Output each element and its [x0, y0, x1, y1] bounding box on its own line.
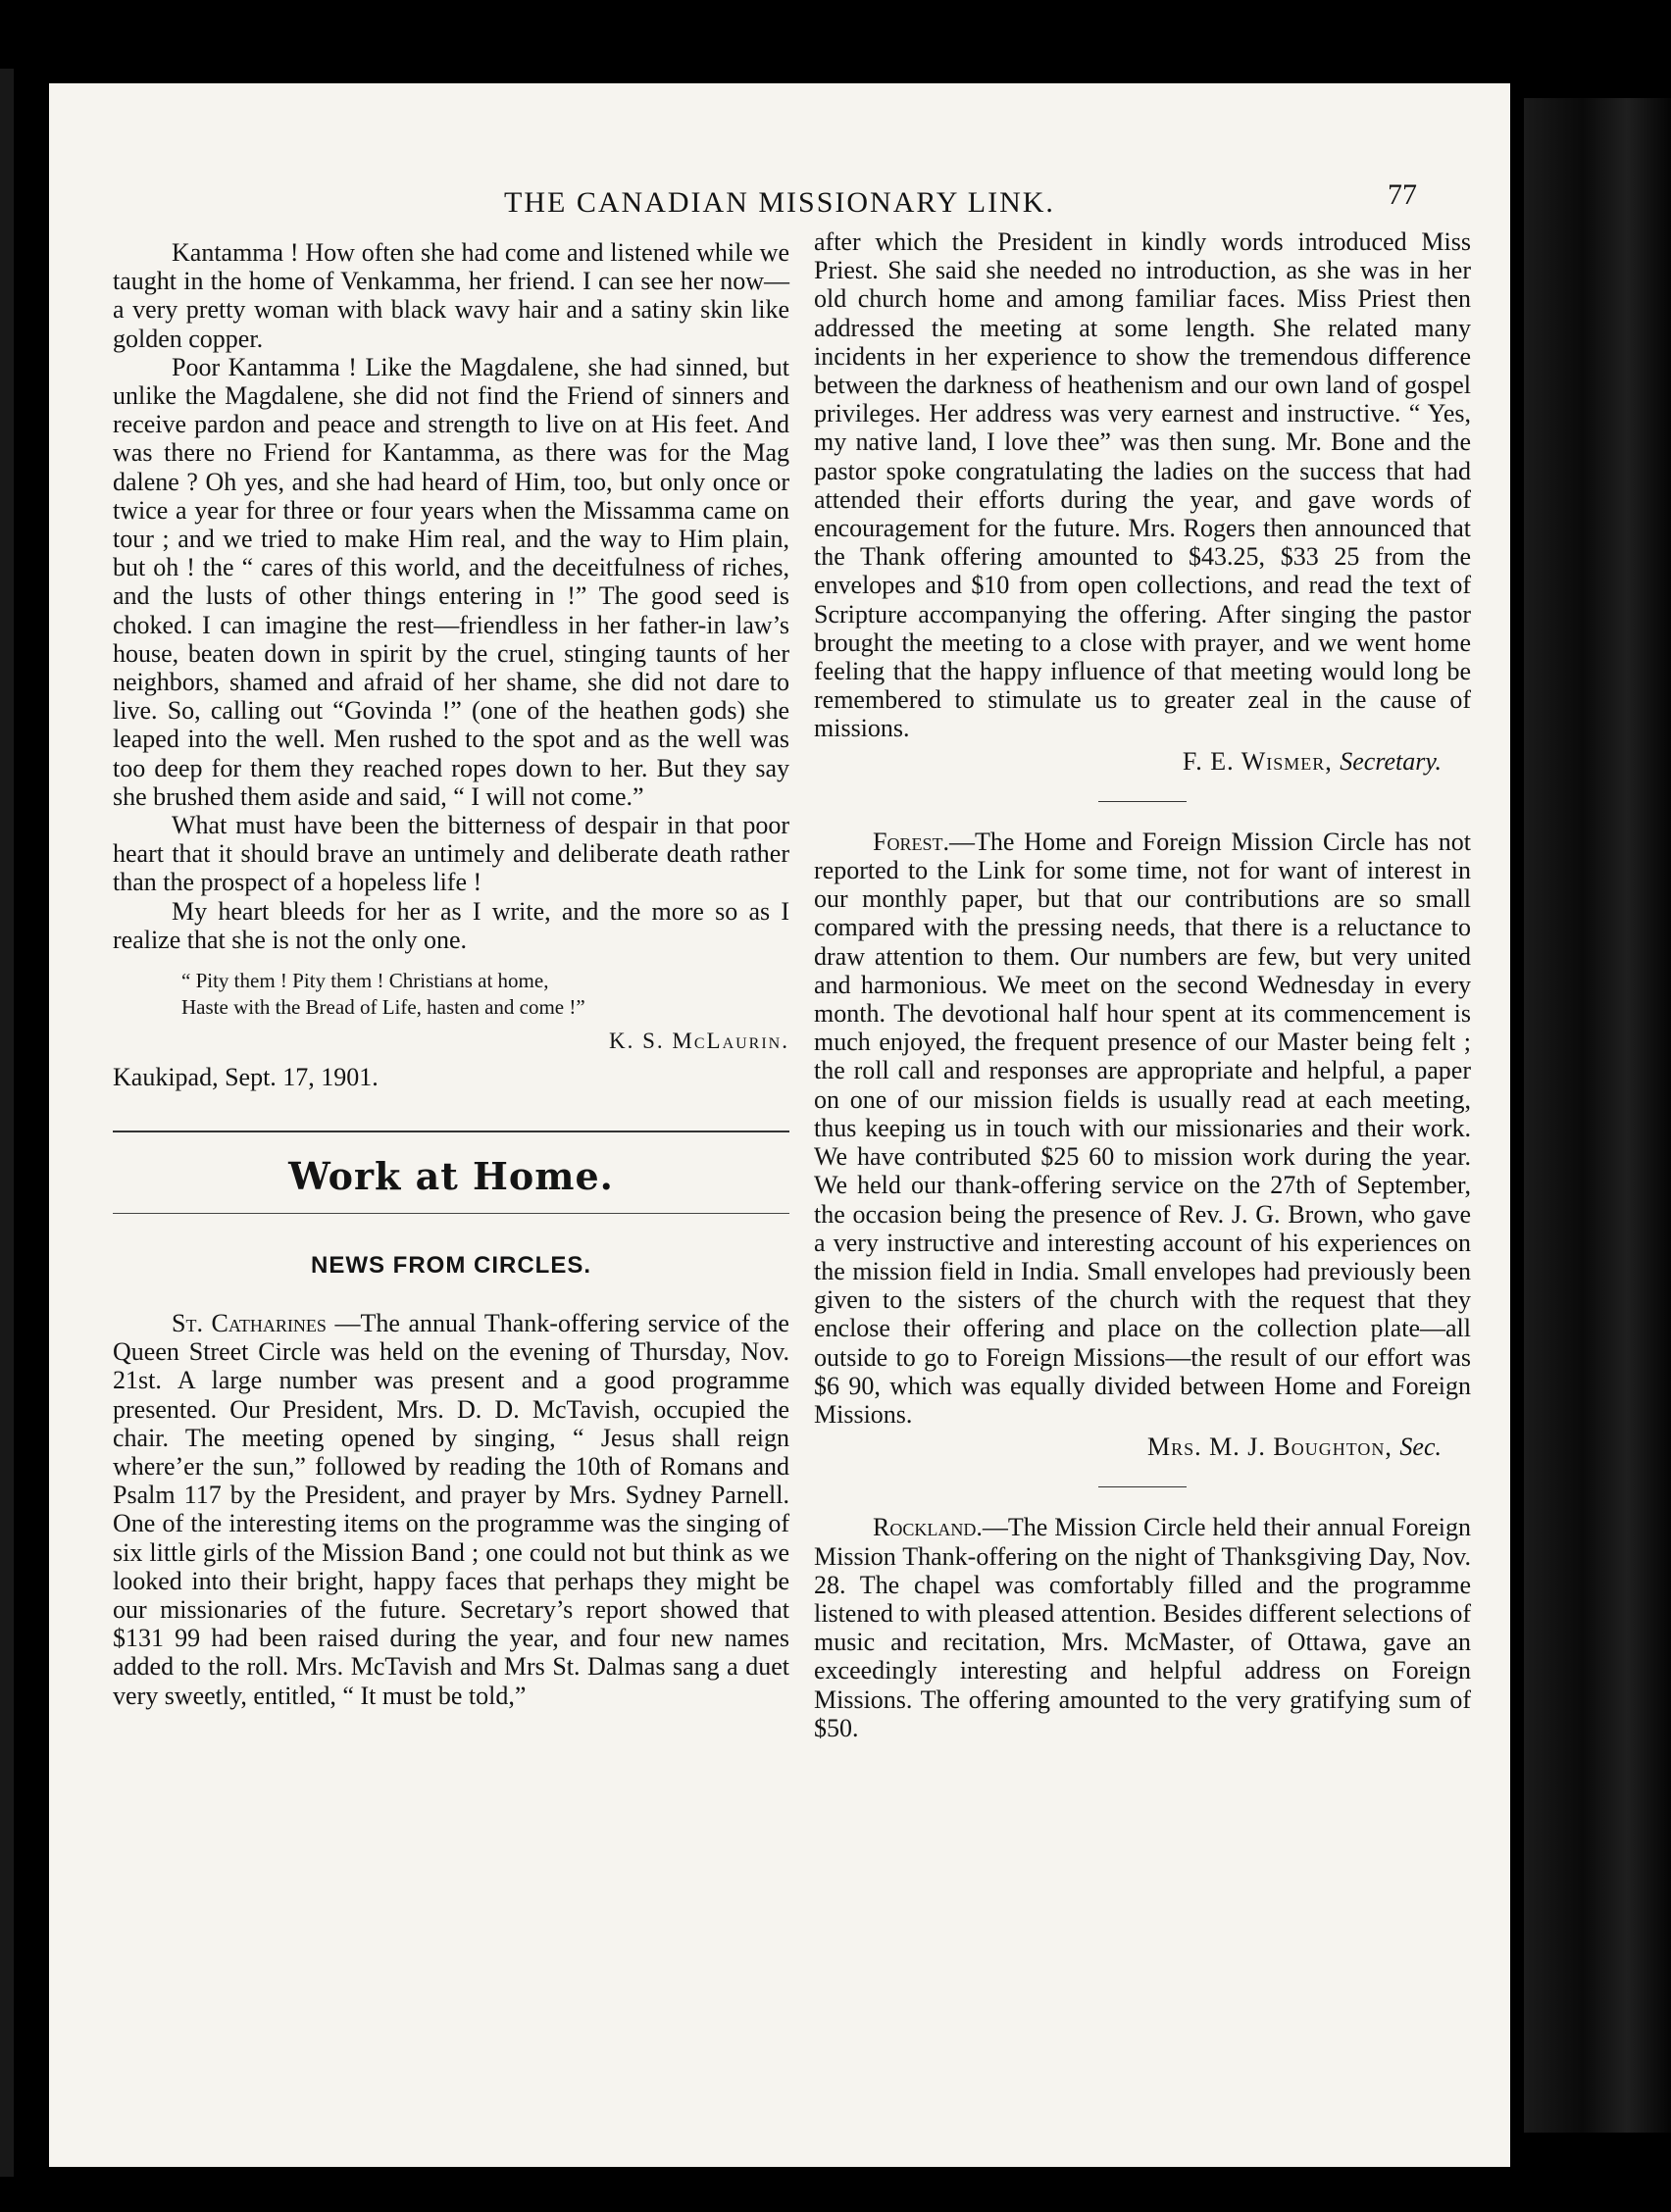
- article-text: —The annual Thank-offering service of the Queen Street Circle was held on the evening of Thursday, Nov. 21st. A large number was present and a good programme presented. Our President, Mrs. D. D. McTavish, occupied the chair. The meeting opened by singing, “ Jesus shall reign where’er the sun,” followed by reading the 10th of Romans and Psalm 117 by the President, and prayer by Mrs. Sydney Parnell. One of the interesting items on the programme was the singing of six little girls of the Mission Band ; one could not but think as we looked into their bright, happy faces that perhaps they might be our missionaries of the future. Secretary’s report showed that $131 99 had been raised during the year, and four new names added to the roll. Mrs. McTavish and Mrs St. Dalmas sang a duet very sweetly, entitled, “ It must be told,”: [113, 1308, 789, 1710]
- signature-title: Sec.: [1399, 1433, 1442, 1462]
- article-heading: Forest.: [873, 827, 949, 856]
- paragraph: Kantamma ! How often she had come and listened while we taught in the home of Venkamma, her friend. I can see her now—a very pretty woman with black wavy hair and a satiny skin like golden copper.: [113, 238, 789, 353]
- page-number: 77: [1388, 178, 1417, 211]
- left-column: [113, 238, 789, 1710]
- book-edge-left: [0, 69, 14, 2177]
- divider: [1098, 801, 1187, 802]
- news-heading: NEWS FROM CIRCLES.: [311, 1251, 591, 1279]
- place-date: Kaukipad, Sept. 17, 1901.: [113, 1063, 379, 1092]
- book-spine: [1524, 98, 1671, 2133]
- paragraph: Poor Kantamma ! Like the Magdalene, she had sinned, but unlike the Magdalene, she did not find the Friend of sinners and receive pardon and peace and strength to live on at His feet. And was there no Friend for Kantamma, as there was for the Mag dalene ? Oh yes, and she had heard of Him, too, but only once or twice a year for three or four years when the Missamma came on tour ; and we tried to make Him real, and the way to Him plain, but oh ! the “ cares of this world, and the deceitfulness of riches, and the lusts of other things entering in !” The good seed is choked. I can imagine the rest—friendless in her father-in law’s house, beaten down in spirit by the cruel, stinging taunts of her neighbors, shamed and afraid of her shame, she did not dare to live. So, calling out “Govinda !” (one of the heathen gods) she leaped into the well. Men rushed to the spot and as the well was too deep for them they reached ropes down to her. But they say she brushed them aside and said, “ I will not come.”: [113, 352, 789, 811]
- paragraph: My heart bleeds for her as I write, and the more so as I realize that she is not the only one.: [113, 896, 789, 954]
- article-text: —The Mission Circle held their annual Foreign Mission Thank-offering on the night of Thanksgiving Day, Nov. 28. The chapel was comfortably filled and the programme listened to with pleased attention. Besides different selections of music and recitation, Mrs. McMaster, of Ottawa, gave an exceedingly interesting and helpful address on Foreign Missions. The offering amounted to the very gratifying sum of $50.: [814, 1513, 1471, 1742]
- running-header: THE CANADIAN MISSIONARY LINK.: [504, 186, 1055, 219]
- poem-line: Haste with the Bread of Life, hasten and come !”: [181, 995, 585, 1020]
- section-title: Work at Home.: [288, 1154, 614, 1199]
- divider: [113, 1131, 789, 1132]
- signature: [814, 747, 1471, 776]
- article-rockland: [814, 1513, 1471, 1742]
- signature-name: Mrs. M. J. Boughton,: [1147, 1433, 1400, 1462]
- author-signature: K. S. McLaurin.: [609, 1029, 789, 1054]
- poem-line: “ Pity them ! Pity them ! Christians at home,: [181, 969, 549, 993]
- divider: [1098, 1486, 1187, 1487]
- divider: [113, 1213, 789, 1214]
- article-st-catharines: [113, 1309, 789, 1710]
- paragraph: What must have been the bitterness of despair in that poor heart that it should brave an untimely and deliberate death rather than the prospect of a hopeless life !: [113, 811, 789, 897]
- signature-title: Secretary.: [1340, 746, 1442, 776]
- right-column: [814, 227, 1471, 1742]
- paragraph: after which the President in kindly words introduced Miss Priest. She said she needed no introduction, as she was in her old church home and among familiar faces. Miss Priest then addressed the meeting at some length. She related many incidents in her experience to show the tremendous difference between the darkness of heathenism and our own land of gospel privileges. Her address was very earnest and instructive. “ Yes, my native land, I love thee” was then sung. Mr. Bone and the pastor spoke congratulating the ladies on the success that had attended their efforts during the year, and gave words of encouragement for the future. Mrs. Rogers then announced that the Thank offering amounted to $43.25, $33 25 from the envelopes and $10 from open collections, and read the text of Scripture accompanying the offering. After singing the pastor brought the meeting to a close with prayer, and we went home feeling that the happy influence of that meeting would long be remembered to stimulate us to greater zeal in the cause of missions.: [814, 227, 1471, 743]
- article-heading: Rockland.: [873, 1513, 983, 1542]
- poem-quote: [181, 968, 789, 1021]
- signature-name: F. E. Wismer,: [1182, 746, 1341, 776]
- article-text: —The Home and Foreign Mission Circle has not reported to the Link for some time, not for want of interest in our monthly paper, but that our contributions are so small compared with the pressing needs, that there is a reluctance to draw attention to them. Our numbers are few, but very united and harmonious. We meet on the second Wednesday in every month. The devotional half hour spent at its commencement is much enjoyed, the frequent presence of our Master being felt ; the roll call and responses are appropriate and helpful, a paper on one of our mission fields is usually read at each meeting, thus keeping us in touch with our missionaries and their work. We have contributed $25 60 to mission work during the year. We held our thank-offering service on the 27th of September, the occasion being the presence of Rev. J. G. Brown, who gave a very instructive and interesting account of his experiences on the mission field in India. Small envelopes had previously been given to the sisters of the church with the request that they enclose their offering and place on the collection plate—all outside to go to Foreign Missions—the result of our effort was $6 90, which was equally divided between Home and Foreign Missions.: [814, 827, 1471, 1429]
- article-heading: St. Catharines: [172, 1308, 327, 1337]
- article-forest: [814, 828, 1471, 1429]
- signature: [814, 1433, 1471, 1461]
